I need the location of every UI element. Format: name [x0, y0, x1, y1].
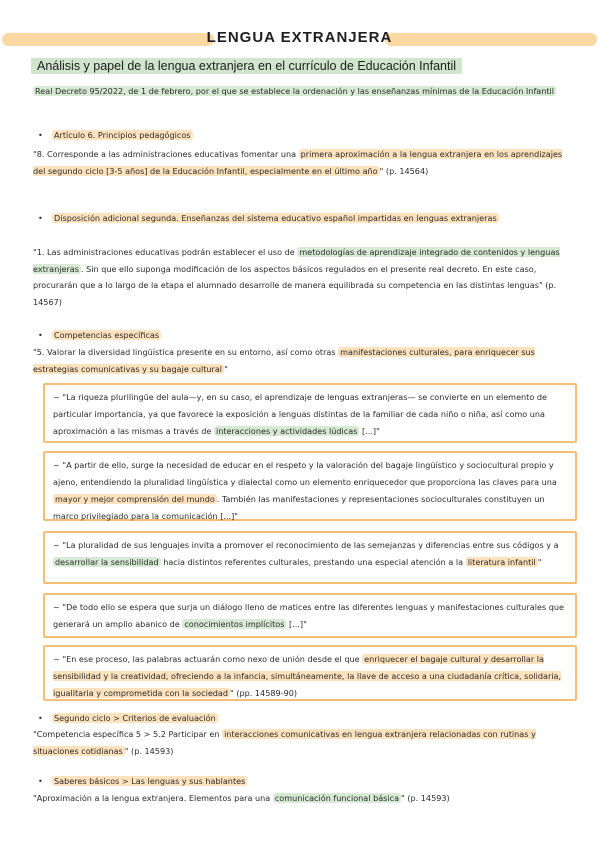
quote-box-1: ~ "La riqueza plurilingüe del aula—y, en su caso, el aprendizaje de lenguas extranjeras— se convierte en un elemento de particular importancia, ya que favorece la exposición a lenguas distintas de la familiar de cada niño o niña, así como una aproximación a las mismas a través de interacciones y actividades lúdicas [...]": [43, 383, 577, 443]
quote-box-2: ~ "A partir de ello, surge la necesidad de educar en el respeto y la valoración del bagaje lingüístico y sociocultural propio y ajeno, entendiendo la pluralidad lingüística y dialectal como un elemento enriquecedor que proporciona las claves para una mayor y mejor comprensión del mundo . También las manifestaciones y representaciones socioculturales constituyen un marco privilegiado para la comunicación [...]": [43, 451, 577, 521]
page-title: LENGUA EXTRANJERA: [206, 29, 393, 46]
bullet-dot: •: [38, 713, 43, 723]
section-1-quote: "8. Corresponde a las administraciones educativas fomentar una primera aproximación a la lengua extranjera en los aprendizajes del segundo ciclo [3-5 años] de la Educación Infantil, especialmente en el último año " (p. 14564): [33, 149, 563, 176]
quote-box-5: ~ "En ese proceso, las palabras actuarán como nexo de unión desde el que enriquecer el bagaje cultural y desarrollar la sensibilidad y la creatividad, ofreciendo a la infancia, simultáneamente, la llave de acceso a una ciudadanía crítica, solidaria, igualitaria y comprometida con la sociedad " (pp. 14589-90): [43, 645, 577, 701]
bullet-dot: •: [38, 330, 43, 340]
intro-text: [33, 83, 573, 100]
bullet-dot: •: [38, 130, 43, 140]
section-2-title: • Disposición adicional segunda. Enseñanzas del sistema educativo español impartidas en lenguas extranjeras: [38, 210, 558, 226]
section-5-title: • Saberes básicos > Las lenguas y sus hablantes: [38, 773, 558, 789]
section-1-title: • Artículo 6. Principios pedagógicos: [38, 127, 558, 143]
section-5-quote: "Aproximación a la lengua extranjera. Elementos para una comunicación funcional básica " (p. 14593): [33, 793, 450, 803]
section-4-quote: "Competencia específica 5 > 5.2 Participar en interacciones comunicativas en lengua extranjera relacionadas con rutinas y situaciones cotidianas " (p. 14593): [33, 729, 536, 756]
bullet-dot: •: [38, 213, 43, 223]
quote-box-4: ~ "De todo ello se espera que surja un diálogo lleno de matices entre las diferentes lenguas y manifestaciones culturales que generará un amplio abanico de conocimientos implícitos [...]": [43, 593, 577, 638]
section-4-title: • Segundo ciclo > Criterios de evaluación: [38, 710, 558, 726]
bullet-dot: •: [38, 776, 43, 786]
section-2-quote: "1. Las administraciones educativas podrán establecer el uso de metodologías de aprendizaje integrado de contenidos y lenguas extranjeras . Sin que ello suponga modificación de los aspectos básicos regulados en el presente real decreto. En este caso, procurarán que a lo largo de la etapa el alumnado desarrolle de manera equilibrada su competencia en las distintas lenguas" (p. 14567): [33, 247, 560, 307]
section-3-title: • Competencias específicas: [38, 327, 558, 343]
subtitle: Análisis y papel de la lengua extranjera en el currículo de Educación Infantil: [31, 58, 462, 74]
quote-box-3: ~ "La pluralidad de sus lenguajes invita a promover el reconocimiento de las semejanzas y diferencias entre sus códigos y a desarrollar la sensibilidad hacia distintos referentes culturales, prestando una especial atención a la literatura infantil ": [43, 531, 577, 584]
section-3-quote: "5. Valorar la diversidad lingüística presente en su entorno, así como otras manifestaciones culturales, para enriquecer sus estrategias comunicativas y su bagaje cultural ": [33, 347, 535, 374]
intro-highlight: Real Decreto 95/2022, de 1 de febrero, por el que se establece la ordenación y las enseñanzas mínimas de la Educación Infantil: [35, 86, 555, 96]
